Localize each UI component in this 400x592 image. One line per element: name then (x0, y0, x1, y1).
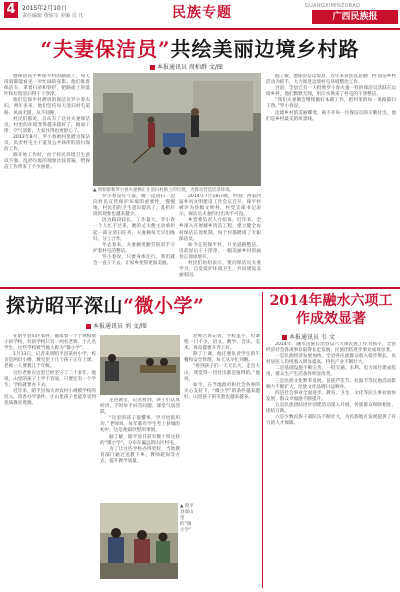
paragraph: 这位老师在这里已经坚守了二十多年。他说，山里的孩子上学不容易，只要还有一个学生，学校就要办下去。 (4, 370, 96, 388)
paragraph: 1月13日，记者来到昭平县某村小学，校舍是两层小楼，教室里十几个孩子正在上课，老师一人要教几个年级。 (4, 352, 96, 370)
paragraph: 2013年8月，罗小春被村里聘为保洁员，负责村屯主干道及公共场所的清扫保洁工作。 (4, 134, 90, 153)
paragraph: 在昭平县山区农村，散落着一个个规模很小的学校，有的学校只有一两名老师、十几名学生。这些学校被当地人称为“微小学”。 (4, 334, 96, 352)
paragraph: 三是民族文化繁荣发展。苗族芦笙节、拉鼓节等民俗活动影响力不断扩大，民族文化品牌日益响亮。 (266, 378, 396, 390)
story1-column-3 (179, 194, 261, 286)
story1-column-1 (4, 74, 90, 282)
story3-byline (282, 332, 335, 341)
story2-headline-quote: “微小学” (123, 295, 205, 317)
paragraph: 刚开始工作时，由于村民环境卫生意识不强，乱扔垃圾的现象比较普遍，给保洁工作带来了不少困难。 (4, 153, 90, 171)
story1-photo-caption: ▲ 周柏群和罗小春夫妻俩正在清扫村路上的垃圾，为群众营造洁净环境。 (93, 188, 234, 193)
story2-column-3 (184, 334, 260, 586)
paragraph: 走进教室，记者看到，孩子们认真听讲，不时举手回答问题，课堂气氛活跃。 (100, 398, 180, 416)
paragraph: 四是社会事业全面进步。教育、卫生、文化等民生事业加快发展，群众幸福感不断提升。 (266, 390, 396, 402)
paragraph: 为了让这些学校办得更好，当地教育部门通过送教下乡、教师轮岗等方式，提升教学质量。 (100, 446, 180, 464)
story1-photo (93, 73, 261, 186)
paragraph: 德保县扶平乡保平村的路面上，每天清晨都能看见一对忙碌的身影。他们推着保洁车，拿着扫帚和铁铲，把路面上的落叶和垃圾清扫得干干净净。 (4, 74, 90, 98)
paragraph: 他们是保平村聘请的保洁员罗小春夫妇。两年多来，他们坚持每天清扫村屯道路，风雨无阻，从不间断。 (4, 98, 90, 116)
story2-photo-students (100, 503, 178, 579)
paragraph: 如今走进保平村，只见道路整洁，房前屋后干干净净，一幅美丽乡村的画卷正徐徐展开。 (179, 242, 261, 260)
paragraph: “我们夫妻俩会继续做好本职工作，把村里的每一条路都扫干净。”罗小春说。 (266, 98, 396, 110)
paper-name: 广西民族报 (312, 10, 398, 24)
story1-column-2 (93, 194, 175, 286)
story2-headline (6, 291, 204, 318)
paper-name-latin: GUANGXIMINZUBAO (305, 3, 361, 9)
column-rule (262, 292, 263, 588)
story1-byline (150, 62, 223, 71)
paragraph: 因为路段较长，工作量大，罗小春一个人忙不过来，她的丈夫便主动承担起一部分清扫任务，夫妻俩每天早出晚归，分工合作。 (93, 218, 175, 242)
students-photo (100, 503, 178, 579)
paragraph: 近年来，昭平县加大对农村小规模学校的投入，改善办学条件，让山里孩子也能享受到优质教育资源。 (4, 388, 96, 407)
paragraph: 罗小春说，只要身体还行，我们就会一直干下去，让家乡变得更加美丽。 (93, 254, 175, 267)
paragraph: 五是民族团结进步创建活动深入开展，各族群众和睦相处、团结互助。 (266, 402, 396, 415)
street-sweeping-photo (93, 73, 261, 186)
paragraph: 边境乡村的美丽蝶变，离不开每一位保洁员的辛勤付出，他们是乡村最美的风景线。 (266, 110, 396, 122)
story1-byline-text: 本报通讯员 周柏群 文/图 (157, 64, 223, 71)
paragraph: 村民们都说，自从有了这对夫妻保洁员，村里的环境变得越来越好了，路面干净，空气清新，大家住得也更舒心了。 (4, 116, 90, 134)
paragraph: 2014年7月18日晚，中国广西第四届乡风文明建设工作会议召开，保平村被评为县级文明村，村党支部书记表示，保洁员夫妻的付出功不可没。 (179, 194, 261, 218)
story2-headline-pre: 探访昭平深山 (6, 295, 124, 317)
story2-photo-caption: ▲ 昭平县深山里的“微小学” (180, 504, 194, 533)
story1-column-4 (266, 74, 396, 286)
paragraph: “看到孩子们一天天长大，走出大山，我觉得一切付出都是值得的。”他说。 (184, 364, 260, 382)
story2-byline (86, 321, 147, 330)
byline-marker-icon (150, 65, 155, 70)
story3-headline: 2014年融水六项工作成效显著 (269, 293, 393, 327)
story1-headline (18, 33, 382, 62)
paragraph: 据了解，昭平县目前有数十所这样的“微小学”，分布在偏远的山区村屯。 (100, 434, 180, 446)
story1-headline-quote: “夫妻保洁员” (40, 37, 171, 61)
paragraph: 2014年，融水苗族自治县以六大项民族工作为抓手，全县经济社会各项事业取得长足发展，民族团结进步事业成效显著。 (266, 342, 396, 354)
story2-column-1 (4, 334, 96, 586)
story2-column-2 (100, 398, 180, 500)
story3-column (266, 342, 396, 588)
story2-byline-text: 本报通讯员 刘 文/图 (93, 323, 147, 330)
story3-byline-text: 本报通讯员 韦 文 (289, 334, 335, 341)
paragraph: 据了解，德保县是边境县，近年来该县以美丽广西·清洁乡村活动为抓手，大力推进边境村屯环境整治工作。 (266, 74, 396, 86)
paragraph: “这里的孩子很懂事，学习也很用功。”老师说，每年都有学生考上县城的初中，这是他最欣慰的事情。 (100, 416, 180, 434)
story1-headline-rest: 共绘美丽边境乡村路 (170, 37, 360, 61)
byline-marker-icon (86, 324, 91, 329)
page-number: 4 (4, 2, 18, 18)
paragraph: 村民们纷纷表示，要向保洁员夫妻学习，自觉爱护环境卫生，共同建设美丽家园。 (179, 261, 261, 279)
paragraph: 一是民族经济发展加快。全县各民族群众收入稳步增长，农村居民人均纯收入明显提高，特色产业不断壮大。 (266, 354, 396, 366)
paragraph: 除了上课，他还要负责学生的午餐和安全管理，每天从早忙到晚。 (184, 352, 260, 364)
section-title: 民族专题 (172, 5, 232, 21)
paragraph: 二是基础设施不断完善。一批交通、水利、电力项目建成投用，群众生产生活条件明显改善。 (266, 366, 396, 378)
paragraph: 罗小春没有气馁，她一边清扫一边向村民宣传保护环境的重要性，慢慢地，村民们的卫生意识提高了，乱扔垃圾的现象也越来越少。 (93, 194, 175, 218)
paragraph: 乡党委负责人介绍说，近年来，全乡深入开展城乡清洁工程，建立健全农村保洁长效机制，每个村都聘请了专职保洁员。 (179, 218, 261, 242)
paragraph: 目前，全县已有一大批像罗小春夫妻一样的保洁员活跃在边境乡村，他们默默无闻，用汗水换来了村屯的干净整洁。 (266, 86, 396, 98)
paragraph: 如今，在当地政府和社会各界的关心支持下，“微小学”的条件越来越好，山里孩子的笑脸也越来越多。 (184, 382, 260, 400)
paragraph: 冬去春来，夫妻俩用勤劳的双手守护着村屯的整洁。 (93, 242, 175, 254)
paragraph: 老师告诉记者，学校虽小，但课程一门不少，语文、数学、音乐、美术、体育都要开齐上好。 (184, 334, 260, 352)
story2-photo-classroom (100, 335, 180, 395)
editor-credits: 责任编辑 黄惊宝 美编 司 凡 (22, 13, 84, 19)
issue-date: 2015年2月10日 (22, 5, 67, 12)
section-divider (0, 287, 400, 289)
byline-marker-icon (282, 335, 287, 340)
classroom-photo (100, 335, 180, 395)
paragraph: 六是少数民族干部队伍不断壮大，为民族地区发展提供了有力的人才保障。 (266, 415, 396, 427)
